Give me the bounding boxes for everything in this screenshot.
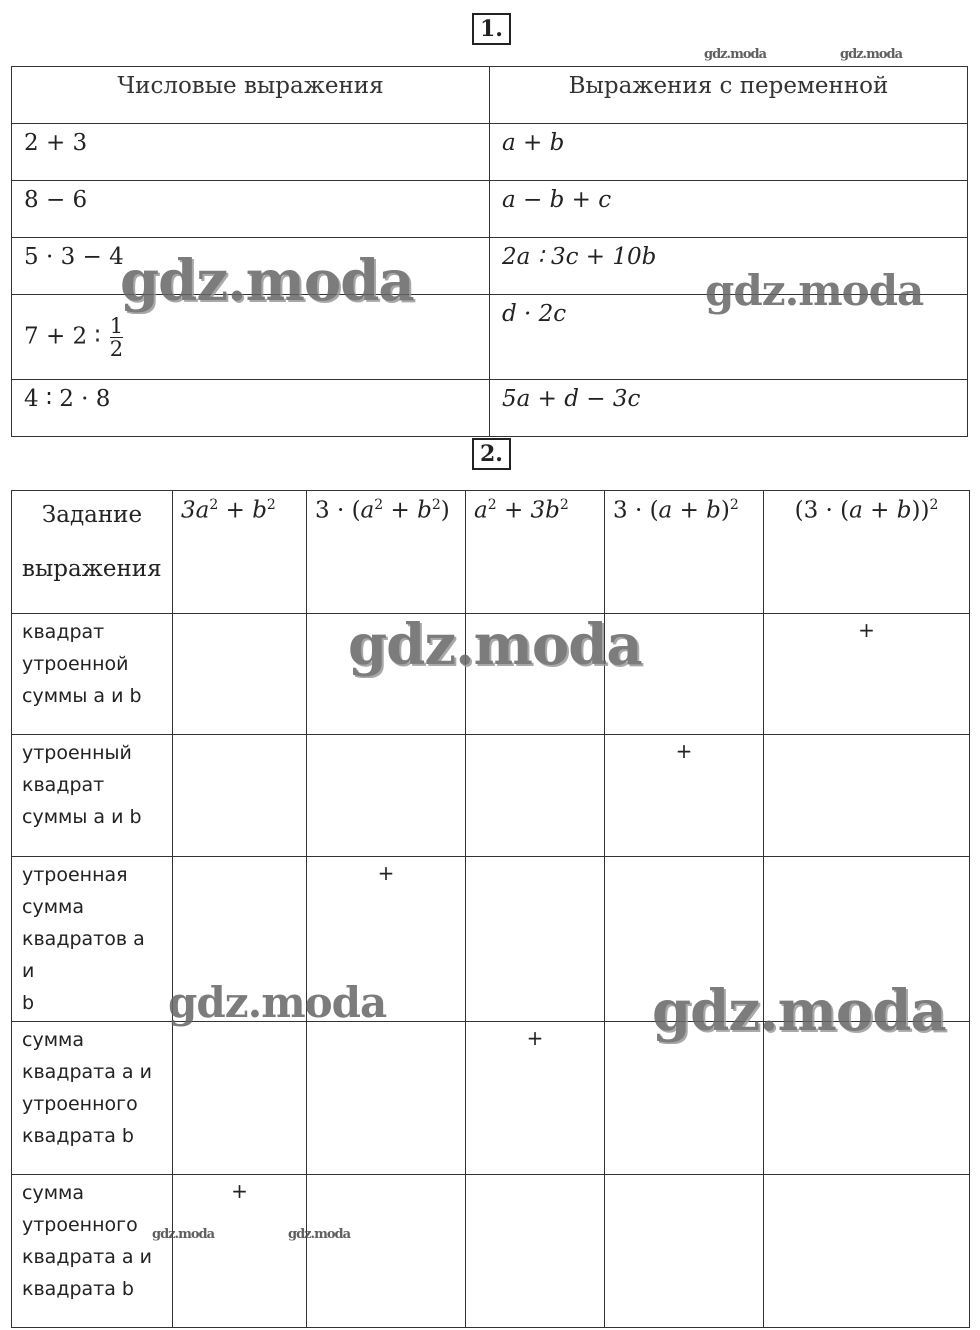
task-description xyxy=(12,1022,173,1175)
task-line: квадрата a и xyxy=(22,1246,152,1268)
watermark: gdz.moda xyxy=(704,47,767,62)
answer-cell xyxy=(605,1022,764,1175)
fraction xyxy=(110,315,123,360)
variable-expression: a + b xyxy=(490,124,968,181)
expression-header: $3 \cdot (a^2 + b^2)$ xyxy=(307,491,466,614)
task-line: квадрат xyxy=(22,774,105,796)
expression-header: $a^2 + 3b^2$ xyxy=(466,491,605,614)
variable-expression: 5a + d − 3c xyxy=(490,380,968,437)
answer-cell xyxy=(764,614,970,735)
variable-expression: a − b + c xyxy=(490,181,968,238)
answer-cell xyxy=(466,857,605,1022)
task-line: суммы a и b xyxy=(22,806,142,828)
fraction-numerator: 1 xyxy=(109,313,124,338)
task-line: утроенного xyxy=(22,1093,138,1115)
plus-mark: + xyxy=(858,618,875,642)
expression-prefix: 7 + 2 ∶ xyxy=(24,323,101,349)
task-description xyxy=(12,857,173,1022)
table-row xyxy=(12,857,970,1022)
answer-cell xyxy=(764,735,970,857)
plus-mark: + xyxy=(377,861,395,885)
task-line: утроенной xyxy=(22,653,129,675)
expression-header: $3 \cdot (a + b)^2$ xyxy=(605,491,764,614)
answer-cell xyxy=(307,857,466,1022)
table-header-row xyxy=(12,67,968,124)
task-description xyxy=(12,735,173,857)
answer-cell xyxy=(173,857,307,1022)
answer-cell xyxy=(605,1175,764,1328)
matching-table xyxy=(11,490,970,1328)
answer-cell xyxy=(764,1022,970,1175)
answer-cell xyxy=(173,1022,307,1175)
task-line: b xyxy=(22,992,35,1014)
watermark: gdz.moda xyxy=(168,978,387,1027)
task-line: сумма xyxy=(22,1029,85,1051)
task-line: квадрата b xyxy=(22,1125,134,1147)
answer-cell xyxy=(466,614,605,735)
expression-header: $3a^2 + b^2$ xyxy=(173,491,307,614)
task-line: утроенный xyxy=(22,742,132,764)
task-line: утроенного xyxy=(22,1214,138,1236)
section-2-label: 2. xyxy=(472,438,511,470)
answer-cell xyxy=(307,1022,466,1175)
section-1-label: 1. xyxy=(472,13,511,45)
fraction-denominator: 2 xyxy=(109,336,124,361)
task-line: квадрата b xyxy=(22,1278,134,1300)
task-header-line1: Задание xyxy=(41,502,143,528)
task-description xyxy=(12,614,173,735)
plus-mark: + xyxy=(526,1026,544,1050)
numeric-expressions-header: Числовые выражения xyxy=(12,67,490,124)
answer-cell xyxy=(173,1175,307,1328)
task-description xyxy=(12,1175,173,1328)
plus-mark: + xyxy=(231,1179,248,1203)
variable-expression: 2a ∶ 3c + 10b xyxy=(490,238,968,295)
watermark: gdz.moda xyxy=(348,612,642,678)
table-row xyxy=(12,1175,970,1328)
answer-cell xyxy=(605,614,764,735)
answer-cell xyxy=(466,735,605,857)
answer-cell xyxy=(605,857,764,1022)
expression-header: $(3 \cdot (a + b))^2$ xyxy=(764,491,970,614)
task-header-line2: выражения xyxy=(22,556,162,582)
variable-expressions-header: Выражения с переменной xyxy=(490,67,968,124)
table-row xyxy=(12,238,968,295)
numeric-expression: 4 ∶ 2 · 8 xyxy=(12,380,490,437)
numeric-expression xyxy=(12,295,490,380)
watermark: gdz.moda xyxy=(288,1227,351,1242)
task-line: утроенная xyxy=(22,864,128,886)
task-line: квадратов a и xyxy=(22,928,145,982)
task-header xyxy=(12,491,173,614)
answer-cell xyxy=(307,614,466,735)
plus-mark: + xyxy=(675,739,693,763)
answer-cell xyxy=(466,1175,605,1328)
task-line: суммы a и b xyxy=(22,685,142,707)
task-line: квадрат xyxy=(22,621,105,643)
matching-header-row xyxy=(12,491,970,614)
watermark: gdz.moda xyxy=(652,978,946,1044)
watermark: gdz.moda xyxy=(120,248,414,314)
table-row xyxy=(12,295,968,380)
answer-cell xyxy=(173,735,307,857)
answer-cell xyxy=(307,735,466,857)
task-line: сумма xyxy=(22,1182,85,1204)
table-row xyxy=(12,124,968,181)
answer-cell xyxy=(764,857,970,1022)
numeric-expression: 8 − 6 xyxy=(12,181,490,238)
watermark: gdz.moda xyxy=(152,1227,215,1242)
watermark: gdz.moda xyxy=(840,47,903,62)
task-line: квадрата a и xyxy=(22,1061,152,1083)
answer-cell xyxy=(764,1175,970,1328)
numeric-expression: 2 + 3 xyxy=(12,124,490,181)
variable-expression: d · 2c xyxy=(490,295,968,380)
table-row xyxy=(12,181,968,238)
watermark: gdz.moda xyxy=(705,266,924,315)
table-row xyxy=(12,614,970,735)
table-row xyxy=(12,1022,970,1175)
numeric-expression: 5 · 3 − 4 xyxy=(12,238,490,295)
task-line: сумма xyxy=(22,896,85,918)
answer-cell xyxy=(173,614,307,735)
table-row xyxy=(12,380,968,437)
answer-cell xyxy=(466,1022,605,1175)
answer-cell xyxy=(605,735,764,857)
expressions-table xyxy=(11,66,968,437)
table-row xyxy=(12,735,970,857)
answer-cell xyxy=(307,1175,466,1328)
